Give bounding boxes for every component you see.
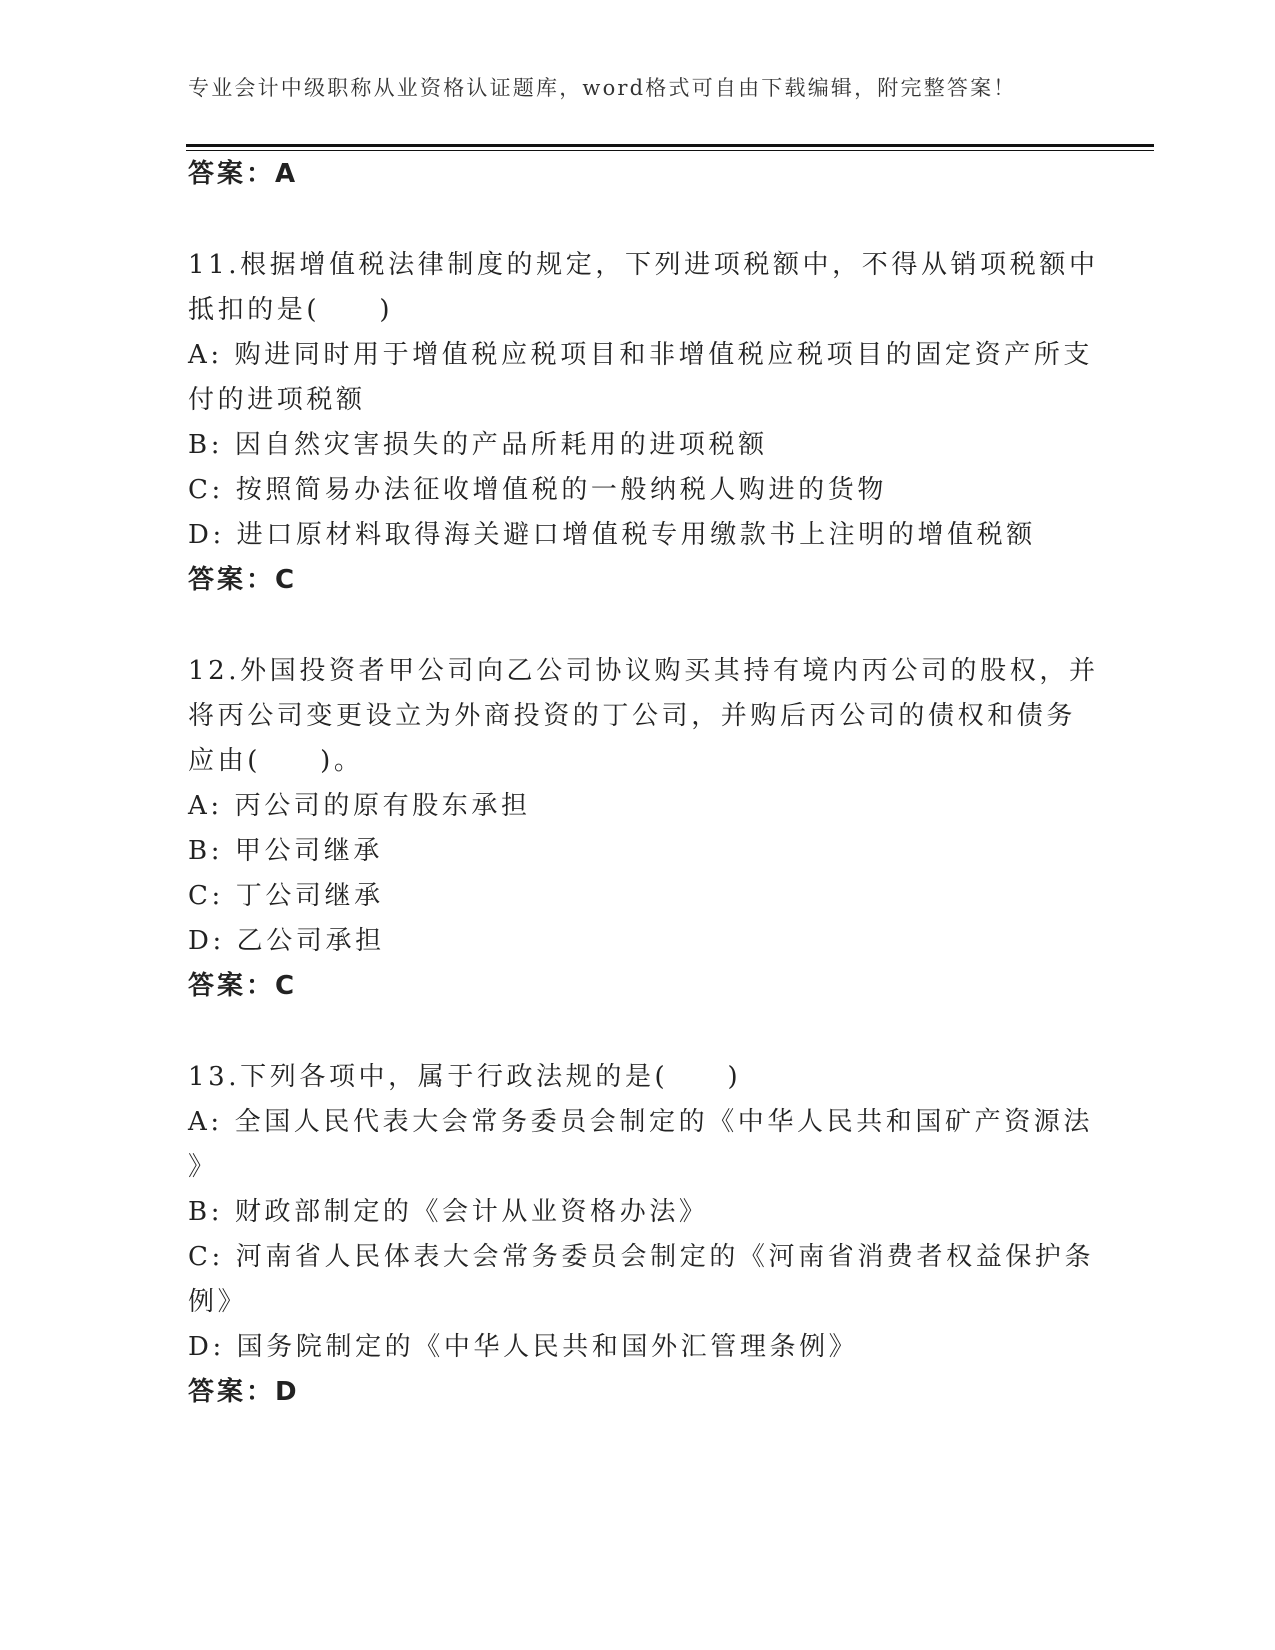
option-a: A: 购进同时用于增值税应税项目和非增值税应税项目的固定资产所支 <box>188 340 1094 370</box>
question-content <box>188 152 1099 1415</box>
option-d: D: 乙公司承担 <box>188 926 385 956</box>
question-stem-line: 将丙公司变更设立为外商投资的丁公司，并购后丙公司的债权和债务 <box>188 701 1077 731</box>
question-stem-line: 11.根据增值税法律制度的规定，下列进项税额中，不得从销项税额中 <box>188 250 1099 280</box>
question-11 <box>188 243 1099 603</box>
answer-prev: 答案：A <box>188 159 299 189</box>
option-b: B: 因自然灾害损失的产品所耗用的进项税额 <box>188 430 768 460</box>
option-a-cont: 付的进项税额 <box>188 385 366 415</box>
option-b: B: 财政部制定的《会计从业资格办法》 <box>188 1197 709 1227</box>
option-c: C: 河南省人民体表大会常务委员会制定的《河南省消费者权益保护条 <box>188 1242 1095 1272</box>
option-a-cont: 》 <box>188 1152 218 1182</box>
option-d: D: 国务院制定的《中华人民共和国外汇管理条例》 <box>188 1332 859 1362</box>
answer: 答案：D <box>188 1377 300 1407</box>
question-stem-line: 13.下列各项中，属于行政法规的是( ) <box>188 1062 742 1092</box>
option-b: B: 甲公司继承 <box>188 836 383 866</box>
page-header: 专业会计中级职称从业资格认证题库，word格式可自由下载编辑，附完整答案！ <box>188 76 1017 100</box>
question-13 <box>188 1055 1095 1415</box>
answer: 答案：C <box>188 565 298 595</box>
header-rule-thick <box>186 144 1154 147</box>
option-a: A: 全国人民代表大会常务委员会制定的《中华人民共和国矿产资源法 <box>188 1107 1094 1137</box>
option-c: C: 丁公司继承 <box>188 881 384 911</box>
option-c-cont: 例》 <box>188 1287 248 1317</box>
question-12 <box>188 649 1099 1009</box>
answer: 答案：C <box>188 971 298 1001</box>
question-stem-line: 抵扣的是( ) <box>188 295 394 325</box>
option-c: C: 按照简易办法征收增值税的一般纳税人购进的货物 <box>188 475 887 505</box>
question-stem-line: 应由( )。 <box>188 746 364 776</box>
option-a: A: 丙公司的原有股东承担 <box>188 791 531 821</box>
question-stem-line: 12.外国投资者甲公司向乙公司协议购买其持有境内丙公司的股权，并 <box>188 656 1099 686</box>
option-d: D: 进口原材料取得海关避口增值税专用缴款书上注明的增值税额 <box>188 520 1036 550</box>
header-rule-thin <box>186 150 1154 151</box>
